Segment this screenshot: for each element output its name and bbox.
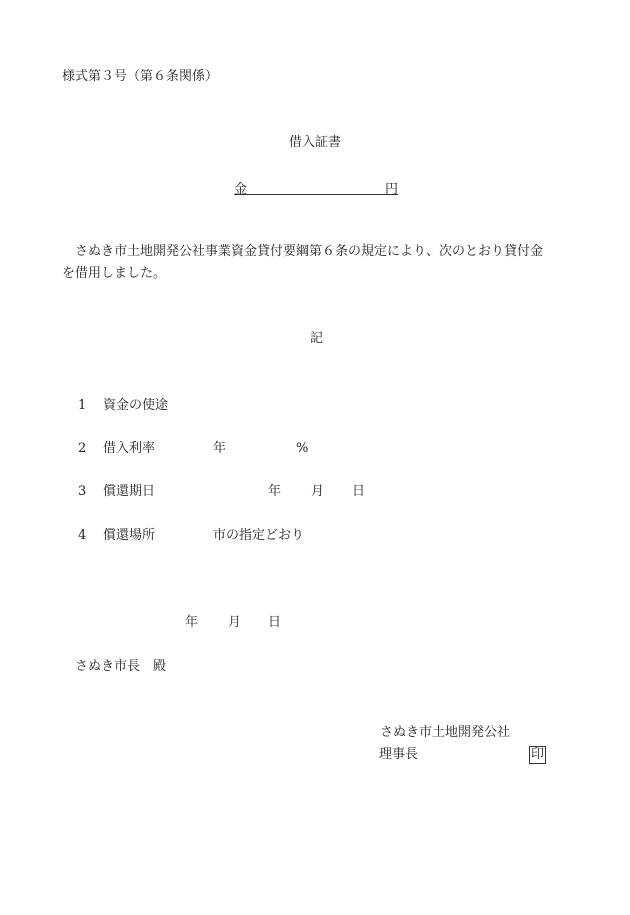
date-month: 月 — [228, 615, 242, 630]
form-number: 様式第３号（第６条関係） — [62, 69, 219, 84]
amount-suffix: 円 — [384, 182, 398, 197]
addressee: さぬき市長 殿 — [75, 659, 167, 674]
repayment-place: 市の指定どおり — [213, 528, 305, 543]
date-year: 年 — [185, 615, 199, 630]
date-day: 日 — [268, 615, 282, 630]
issuer-title: 理事長 — [379, 747, 419, 762]
due-month: 月 — [311, 484, 325, 499]
body-text-line1: さぬき市土地開発公社事業資金貸付要綱第６条の規定により、次のとおり貸付金 — [75, 244, 544, 259]
item-label: 借入利率 — [103, 441, 156, 456]
item-label: 償還場所 — [103, 528, 156, 543]
due-day: 日 — [352, 484, 366, 499]
document-title: 借入証書 — [289, 135, 342, 150]
body-text-line2: を借用しました。 — [62, 266, 167, 281]
rate-percent: % — [296, 441, 309, 456]
amount-prefix: 金 — [234, 182, 248, 197]
rate-year: 年 — [213, 441, 227, 456]
item-number: 4 — [78, 528, 87, 543]
issuer-org: さぬき市土地開発公社 — [380, 725, 511, 740]
ki-heading: 記 — [310, 331, 324, 346]
item-number: 3 — [78, 484, 87, 499]
item-label: 償還期日 — [103, 484, 156, 499]
due-year: 年 — [268, 484, 282, 499]
item-number: 2 — [78, 441, 87, 456]
item-number: 1 — [78, 398, 87, 413]
seal-mark: 印 — [531, 747, 545, 762]
amount-field — [234, 178, 398, 195]
item-label: 資金の使途 — [103, 398, 169, 413]
